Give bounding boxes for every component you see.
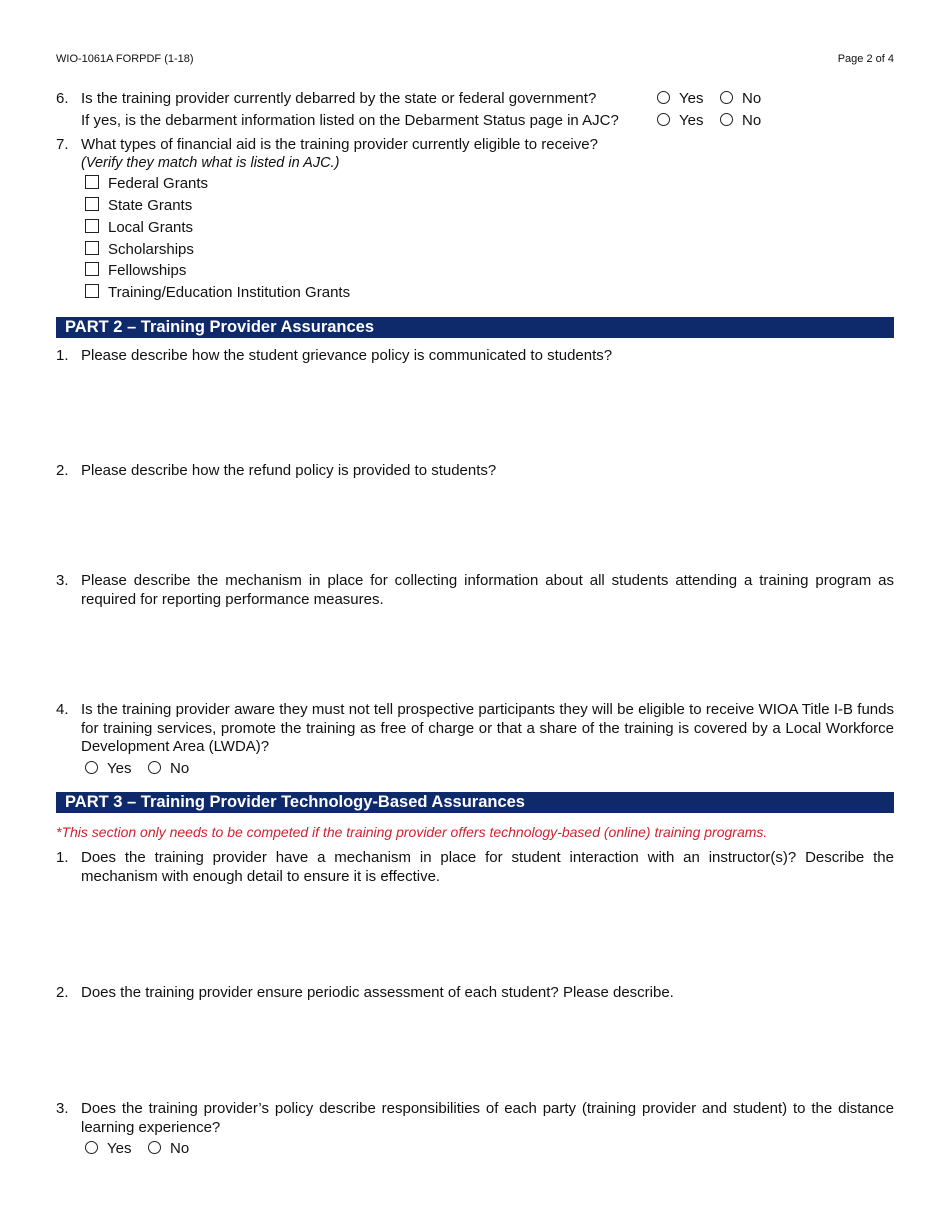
checkbox-scholarships[interactable]: Scholarships (85, 241, 194, 258)
checkbox[interactable] (85, 284, 99, 298)
p2-q4-number: 4. (56, 701, 69, 718)
form-id: WIO-1061A FORPDF (1-18) (56, 53, 194, 65)
p3-q2-number: 2. (56, 984, 69, 1001)
checkbox-federal-grants[interactable]: Federal Grants (85, 175, 208, 192)
p2-q4-text: Is the training provider aware they must not tell prospective participants they will be eligible to receive WIOA Title I-B funds for training services, promote the training as free of charge or that a share of the training is covered by a Local Workforce Development Area (LWDA)? (81, 701, 894, 755)
p3-q3-no-option[interactable]: No (148, 1140, 189, 1157)
checkbox-local-grants[interactable]: Local Grants (85, 219, 193, 236)
checkbox-state-grants[interactable]: State Grants (85, 197, 192, 214)
p2-q3-text: Please describe the mechanism in place for collecting information about all students attending a training program as required for reporting performance measures. (81, 572, 894, 608)
q6b-no-option[interactable]: No (720, 112, 761, 129)
q6-yes-radio[interactable] (657, 91, 670, 104)
p2-q1-text: Please describe how the student grievance policy is communicated to students? (81, 347, 613, 364)
q7-number: 7. (56, 136, 69, 153)
p2-q3-number: 3. (56, 572, 69, 589)
q7-text: What types of financial aid is the training provider currently eligible to receive? (81, 136, 598, 153)
q6-number: 6. (56, 90, 69, 107)
checkbox-institution-grants[interactable]: Training/Education Institution Grants (85, 284, 350, 301)
part3-note: *This section only needs to be competed if the training provider offers technology-based (online) training programs. (56, 824, 768, 840)
checkbox[interactable] (85, 241, 99, 255)
checkbox[interactable] (85, 175, 99, 189)
q7-note: (Verify they match what is listed in AJC.) (81, 155, 340, 171)
p2-q4-yes-radio[interactable] (85, 761, 98, 774)
page-number: Page 2 of 4 (837, 53, 894, 65)
p2-q4-no-option[interactable]: No (148, 760, 189, 777)
checkbox[interactable] (85, 197, 99, 211)
p3-q2-text: Does the training provider ensure periodic assessment of each student? Please describe. (81, 984, 674, 1001)
q6-sub-text: If yes, is the debarment information listed on the Debarment Status page in AJC? (81, 112, 619, 129)
p3-q3-number: 3. (56, 1100, 69, 1117)
q6-yes-option[interactable]: Yes (657, 90, 703, 107)
p2-q2-number: 2. (56, 462, 69, 479)
q6-no-radio[interactable] (720, 91, 733, 104)
checkbox[interactable] (85, 219, 99, 233)
q6b-yes-radio[interactable] (657, 113, 670, 126)
q6b-yes-option[interactable]: Yes (657, 112, 703, 129)
q6-text: Is the training provider currently debarred by the state or federal government? (81, 90, 597, 107)
p3-q1-text: Does the training provider have a mechanism in place for student interaction with an instructor(s)? Describe the mechanism with enough detail to ensure it is effective. (81, 849, 894, 885)
p2-q1-number: 1. (56, 347, 69, 364)
p3-q3-yes-option[interactable]: Yes (85, 1140, 131, 1157)
q6b-no-radio[interactable] (720, 113, 733, 126)
checkbox[interactable] (85, 262, 99, 276)
p3-q1-number: 1. (56, 849, 69, 866)
p3-q3-text: Does the training provider’s policy describe responsibilities of each party (training provider and student) to the distance learning experience? (81, 1100, 894, 1136)
p3-q3-no-radio[interactable] (148, 1141, 161, 1154)
checkbox-fellowships[interactable]: Fellowships (85, 262, 186, 279)
p2-q4-no-radio[interactable] (148, 761, 161, 774)
p2-q4-yes-option[interactable]: Yes (85, 760, 131, 777)
part2-heading: PART 2 – Training Provider Assurances (56, 317, 894, 338)
p3-q3-yes-radio[interactable] (85, 1141, 98, 1154)
q6-no-option[interactable]: No (720, 90, 761, 107)
p2-q2-text: Please describe how the refund policy is provided to students? (81, 462, 497, 479)
part3-heading: PART 3 – Training Provider Technology-Based Assurances (56, 792, 894, 813)
